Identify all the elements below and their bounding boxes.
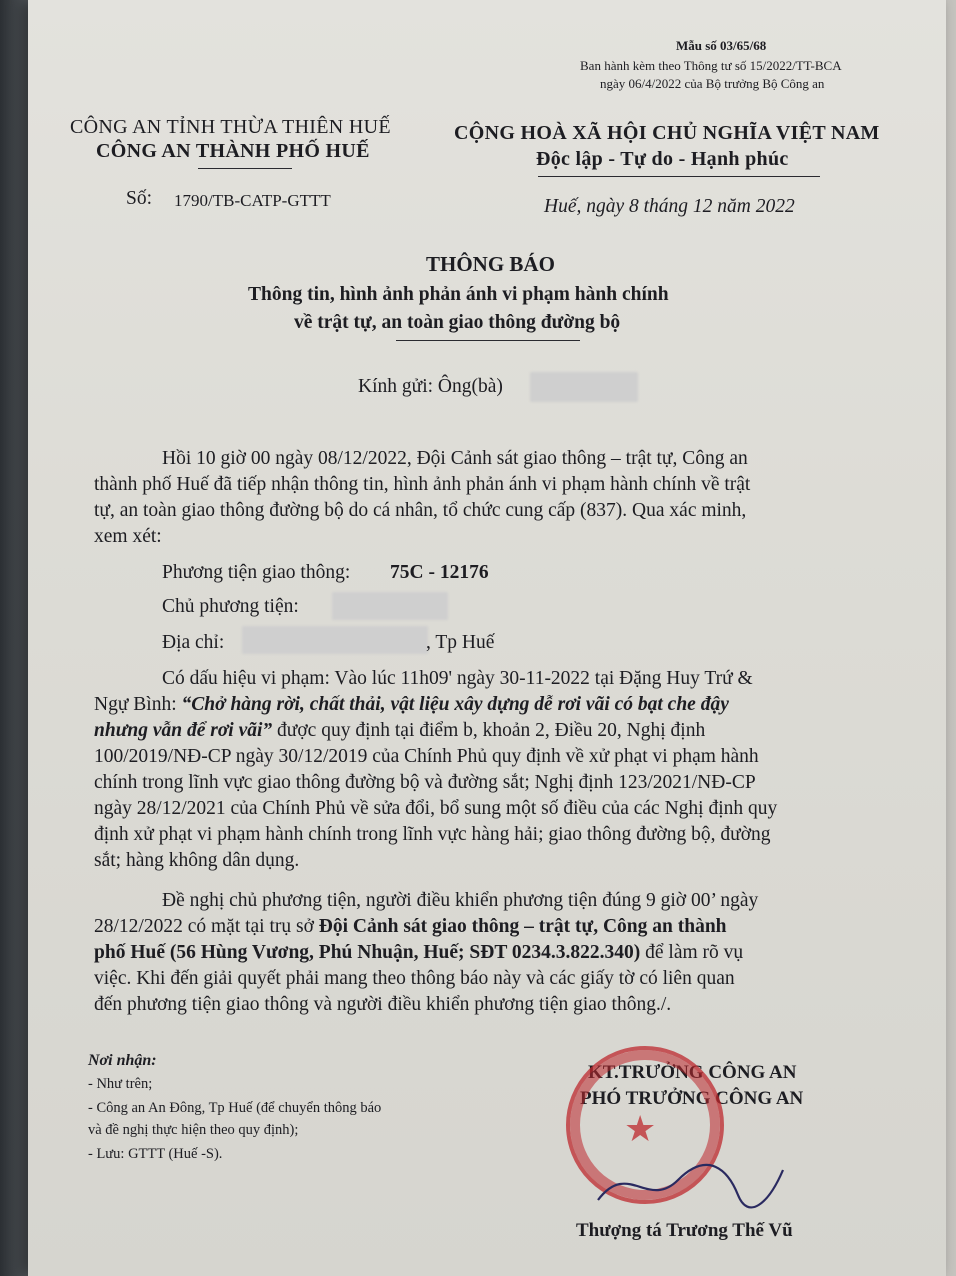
- redacted-recipient: [530, 372, 638, 402]
- violation-description-2: nhưng vẫn để rơi vãi”: [94, 720, 273, 741]
- vehicle-label: Phương tiện giao thông:: [162, 562, 351, 583]
- request-office-1: Đội Cảnh sát giao thông – trật tự, Công an thành: [318, 916, 727, 937]
- violation-regulation: được quy định tại điểm b, khoản 2, Điều 20, Nghị định: [272, 720, 706, 741]
- violation-rest-1: 100/2019/NĐ-CP ngày 30/12/2019 của Chính Phủ quy định về xử phạt vi phạm hành: [94, 746, 759, 767]
- recipient-item-2: - Công an An Đông, Tp Huế (để chuyển thông báo: [88, 1100, 382, 1116]
- form-number: Mẫu số 03/65/68: [676, 38, 767, 53]
- vehicle-plate: 75C - 12176: [390, 562, 489, 583]
- doc-subtitle-1: Thông tin, hình ảnh phản ánh vi phạm hành chính: [248, 284, 669, 305]
- nation-line1: CỘNG HOÀ XÃ HỘI CHỦ NGHĨA VIỆT NAM: [454, 122, 880, 144]
- signature-title-2: PHÓ TRƯỞNG CÔNG AN: [580, 1088, 804, 1109]
- ref-number: 1790/TB-CATP-GTTT: [174, 191, 331, 210]
- violation-location: Ngự Bình:: [94, 694, 182, 715]
- recipients-title: Nơi nhận:: [88, 1052, 157, 1069]
- signature-title-1: KT.TRƯỞNG CÔNG AN: [588, 1062, 797, 1083]
- para1-line3: tự, an toàn giao thông đường bộ do cá nhân, tổ chức cung cấp (837). Qua xác minh,: [94, 500, 747, 521]
- agency-line2: CÔNG AN THÀNH PHỐ HUẾ: [96, 140, 370, 162]
- violation-rest-5: sắt; hàng không dân dụng.: [94, 850, 300, 871]
- form-issued-with: Ban hành kèm theo Thông tư số 15/2022/TT-BCA: [580, 58, 842, 73]
- form-issued-date: ngày 06/4/2022 của Bộ trưởng Bộ Công an: [600, 76, 825, 91]
- ref-label: Số:: [126, 188, 153, 209]
- redacted-owner: [332, 592, 448, 620]
- para1-line2: thành phố Huế đã tiếp nhận thông tin, hình ảnh phản ánh vi phạm hành chính về trật: [94, 474, 751, 495]
- title-underline: [396, 340, 580, 341]
- stamp-star-icon: ★: [624, 1109, 657, 1149]
- redacted-address: [242, 626, 428, 654]
- recipient-item-4: - Lưu: GTTT (Huế -S).: [88, 1146, 223, 1162]
- agency-underline: [198, 168, 292, 169]
- violation-rest-3: ngày 28/12/2021 của Chính Phủ về sửa đổi, bổ sung một số điều của các Nghị định quy: [94, 798, 778, 819]
- doc-subtitle-2: về trật tự, an toàn giao thông đường bộ: [294, 312, 621, 333]
- address-label: Địa chỉ:: [162, 632, 225, 653]
- violation-line1: Có dấu hiệu vi phạm: Vào lúc 11h09' ngày 30-11-2022 tại Đặng Huy Trứ &: [162, 668, 753, 689]
- para1-line4: xem xét:: [94, 526, 162, 547]
- request-line1: Đề nghị chủ phương tiện, người điều khiển phương tiện đúng 9 giờ 00’ ngày: [162, 890, 759, 911]
- violation-description-1: “Chở hàng rời, chất thải, vật liệu xây dựng dễ rơi vãi có bạt che đậy: [181, 694, 729, 715]
- request-line4: việc. Khi đến giải quyết phải mang theo thông báo này và các giấy tờ có liên quan: [94, 968, 735, 989]
- recipient-item-3: và đề nghị thực hiện theo quy định);: [88, 1122, 299, 1138]
- para1-line1: Hồi 10 giờ 00 ngày 08/12/2022, Đội Cảnh sát giao thông – trật tự, Công an: [162, 448, 748, 469]
- request-office-2: phố Huế (56 Hùng Vương, Phú Nhuận, Huế; SĐT 0234.3.822.340): [94, 942, 641, 963]
- request-line5: đến phương tiện giao thông và người điều khiển phương tiện giao thông./.: [94, 994, 672, 1015]
- nation-motto: Độc lập - Tự do - Hạnh phúc: [536, 148, 789, 170]
- owner-label: Chủ phương tiện:: [162, 596, 299, 617]
- request-purpose: để làm rõ vụ: [640, 942, 744, 963]
- violation-rest-4: định xử phạt vi phạm hành chính trong lĩnh vực hàng hải; giao thông đường bộ, đường: [94, 824, 771, 845]
- agency-line1: CÔNG AN TỈNH THỪA THIÊN HUẾ: [70, 116, 391, 138]
- issue-date: Huế, ngày 8 tháng 12 năm 2022: [544, 196, 795, 217]
- doc-title: THÔNG BÁO: [426, 252, 555, 276]
- violation-rest-2: chính trong lĩnh vực giao thông đường bộ và đường sắt; Nghị định 123/2021/NĐ-CP: [94, 772, 756, 793]
- recipient-label: Kính gửi: Ông(bà): [358, 376, 503, 397]
- recipient-item-1: - Như trên;: [88, 1076, 153, 1092]
- document-page: [28, 0, 946, 1276]
- request-date: 28/12/2022 có mặt tại trụ sở: [94, 916, 319, 937]
- handwritten-signature: [588, 1150, 788, 1220]
- address-city: , Tp Huế: [426, 632, 495, 653]
- motto-underline: [538, 176, 820, 177]
- signer-name: Thượng tá Trương Thế Vũ: [576, 1220, 793, 1241]
